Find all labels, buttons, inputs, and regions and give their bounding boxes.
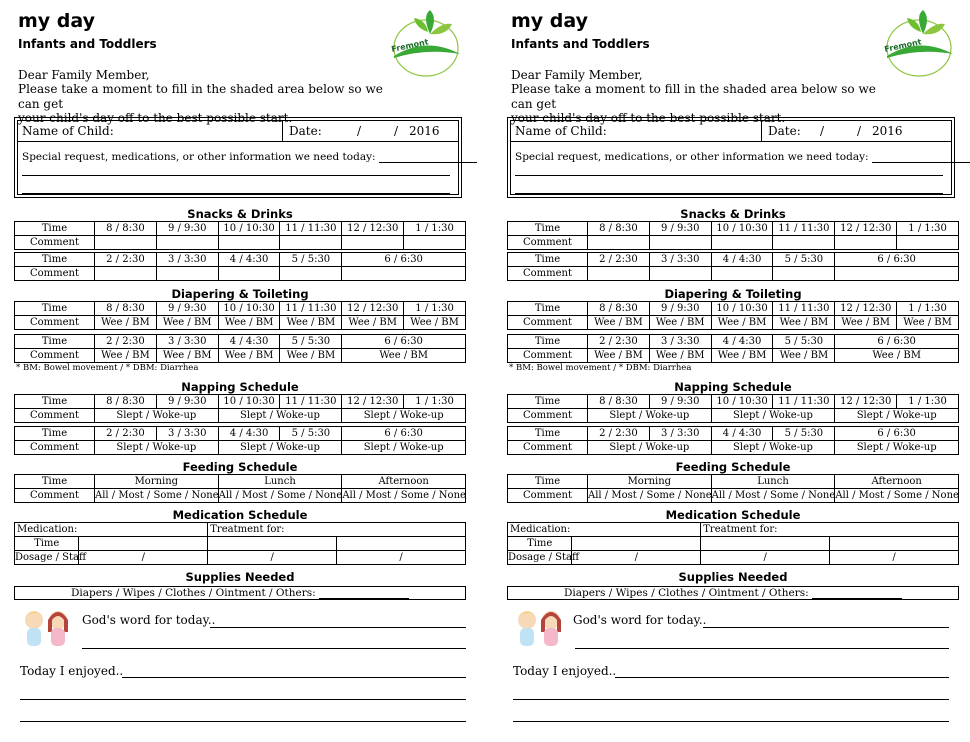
page-subtitle: Infants and Toddlers <box>511 37 650 51</box>
enjoyed-line-3[interactable] <box>513 721 949 722</box>
gods-word-line-2[interactable] <box>575 648 949 649</box>
form-right <box>507 0 959 742</box>
supplies-title: Supplies Needed <box>678 570 788 584</box>
diapering-footnote: * BM: Bowel movement / * DBM: Diarrhea <box>16 363 199 373</box>
diapering-title: Diapering & Toileting <box>664 287 802 301</box>
gods-word-line-2[interactable] <box>82 648 466 649</box>
snacks-title: Snacks & Drinks <box>680 207 786 221</box>
child-info-box <box>14 117 462 198</box>
napping-pm-table[interactable]: Time 2 / 2:30 3 / 3:30 4 / 4:30 5 / 5:30 6 / 6:30 Comment Slept / Woke-up Slept / Woke-up Slept / Woke-up <box>14 426 466 455</box>
enjoyed-line-3[interactable] <box>20 721 466 722</box>
enjoyed-label: Today I enjoyed.. <box>20 664 124 678</box>
snacks-title: Snacks & Drinks <box>187 207 293 221</box>
page-subtitle: Infants and Toddlers <box>18 37 157 51</box>
svg-text:Fremont: Fremont <box>390 37 430 54</box>
napping-am-table[interactable]: Time 8 / 8:30 9 / 9:30 10 / 10:30 11 / 11:30 12 / 12:30 1 / 1:30 Comment Slept / Woke-up Slept / Woke-up Slept / Woke-up <box>14 394 466 423</box>
child-name-field[interactable]: Name of Child: <box>515 124 607 138</box>
feeding-title: Feeding Schedule <box>182 460 298 474</box>
enjoyed-label: Today I enjoyed.. <box>513 664 617 678</box>
gods-word-line-1[interactable] <box>703 627 949 628</box>
date-field[interactable]: Date: / / 2016 <box>282 121 458 141</box>
praying-kids-icon <box>511 606 571 652</box>
diapering-am-table[interactable]: Time 8 / 8:30 9 / 9:30 10 / 10:30 11 / 11:30 12 / 12:30 1 / 1:30 Comment Wee / BM Wee / BM Wee / BM Wee / BM Wee / BM Wee / BM <box>14 301 466 330</box>
enjoyed-line-2[interactable] <box>20 699 466 700</box>
snacks-pm-table[interactable]: Time 2 / 2:30 3 / 3:30 4 / 4:30 5 / 5:30 6 / 6:30 Comment <box>14 252 466 281</box>
diapering-pm-table[interactable]: Time 2 / 2:30 3 / 3:30 4 / 4:30 5 / 5:30 6 / 6:30 Comment Wee / BM Wee / BM Wee / BM Wee / BM Wee / BM <box>14 334 466 363</box>
supplies-field[interactable]: Diapers / Wipes / Clothes / Ointment / Others: <box>14 586 466 600</box>
supplies-field[interactable]: Diapers / Wipes / Clothes / Ointment / Others: <box>507 586 959 600</box>
svg-text:Fremont: Fremont <box>883 37 923 54</box>
napping-title: Napping Schedule <box>674 380 792 394</box>
napping-pm-table[interactable]: Time 2 / 2:30 3 / 3:30 4 / 4:30 5 / 5:30 6 / 6:30 Comment Slept / Woke-up Slept / Woke-up Slept / Woke-up <box>507 426 959 455</box>
intro-letter: Dear Family Member, Please take a moment to fill in the shaded area below so we can get your child's day off to the best possible start. <box>18 68 383 125</box>
page-title: my day <box>18 10 96 32</box>
special-request-field[interactable]: Special request, medications, or other information we need today: <box>22 151 477 163</box>
gods-word-label: God's word for today.. <box>573 613 707 627</box>
gods-word-label: God's word for today.. <box>82 613 216 627</box>
napping-title: Napping Schedule <box>181 380 299 394</box>
diapering-pm-table[interactable]: Time 2 / 2:30 3 / 3:30 4 / 4:30 5 / 5:30 6 / 6:30 Comment Wee / BM Wee / BM Wee / BM Wee / BM Wee / BM <box>507 334 959 363</box>
child-name-field[interactable]: Name of Child: <box>22 124 114 138</box>
intro-letter: Dear Family Member, Please take a moment to fill in the shaded area below so we can get your child's day off to the best possible start. <box>511 68 876 125</box>
napping-am-table[interactable]: Time 8 / 8:30 9 / 9:30 10 / 10:30 11 / 11:30 12 / 12:30 1 / 1:30 Comment Slept / Woke-up Slept / Woke-up Slept / Woke-up <box>507 394 959 423</box>
date-field[interactable]: Date: / / 2016 <box>761 121 951 141</box>
medication-title: Medication Schedule <box>172 508 308 522</box>
form-left <box>14 0 466 742</box>
snacks-am-table[interactable]: Time 8 / 8:30 9 / 9:30 10 / 10:30 11 / 11:30 12 / 12:30 1 / 1:30 Comment <box>507 221 959 250</box>
special-request-field[interactable]: Special request, medications, or other information we need today: <box>515 151 970 163</box>
diapering-am-table[interactable]: Time 8 / 8:30 9 / 9:30 10 / 10:30 11 / 11:30 12 / 12:30 1 / 1:30 Comment Wee / BM Wee / BM Wee / BM Wee / BM Wee / BM Wee / BM <box>507 301 959 330</box>
diapering-footnote: * BM: Bowel movement / * DBM: Diarrhea <box>509 363 692 373</box>
diapering-title: Diapering & Toileting <box>171 287 309 301</box>
snacks-pm-table[interactable]: Time 2 / 2:30 3 / 3:30 4 / 4:30 5 / 5:30 6 / 6:30 Comment <box>507 252 959 281</box>
enjoyed-line-1[interactable] <box>615 677 949 678</box>
page-title: my day <box>511 10 589 32</box>
supplies-title: Supplies Needed <box>185 570 295 584</box>
feeding-title: Feeding Schedule <box>675 460 791 474</box>
snacks-am-table[interactable]: Time 8 / 8:30 9 / 9:30 10 / 10:30 11 / 11:30 12 / 12:30 1 / 1:30 Comment <box>14 221 466 250</box>
medication-table[interactable]: Medication: Treatment for: Time Dosage / Staff / / / <box>507 522 959 565</box>
enjoyed-line-1[interactable] <box>122 677 466 678</box>
gods-word-line-1[interactable] <box>210 627 466 628</box>
feeding-table[interactable]: Time Morning Lunch Afternoon Comment All / Most / Some / None All / Most / Some / None All / Most / Some / None <box>507 474 959 503</box>
medication-table[interactable]: Medication: Treatment for: Time Dosage / Staff / / / <box>14 522 466 565</box>
feeding-table[interactable]: Time Morning Lunch Afternoon Comment All / Most / Some / None All / Most / Some / None All / Most / Some / None <box>14 474 466 503</box>
child-info-box <box>507 117 955 198</box>
praying-kids-icon <box>18 606 78 652</box>
medication-title: Medication Schedule <box>665 508 801 522</box>
enjoyed-line-2[interactable] <box>513 699 949 700</box>
